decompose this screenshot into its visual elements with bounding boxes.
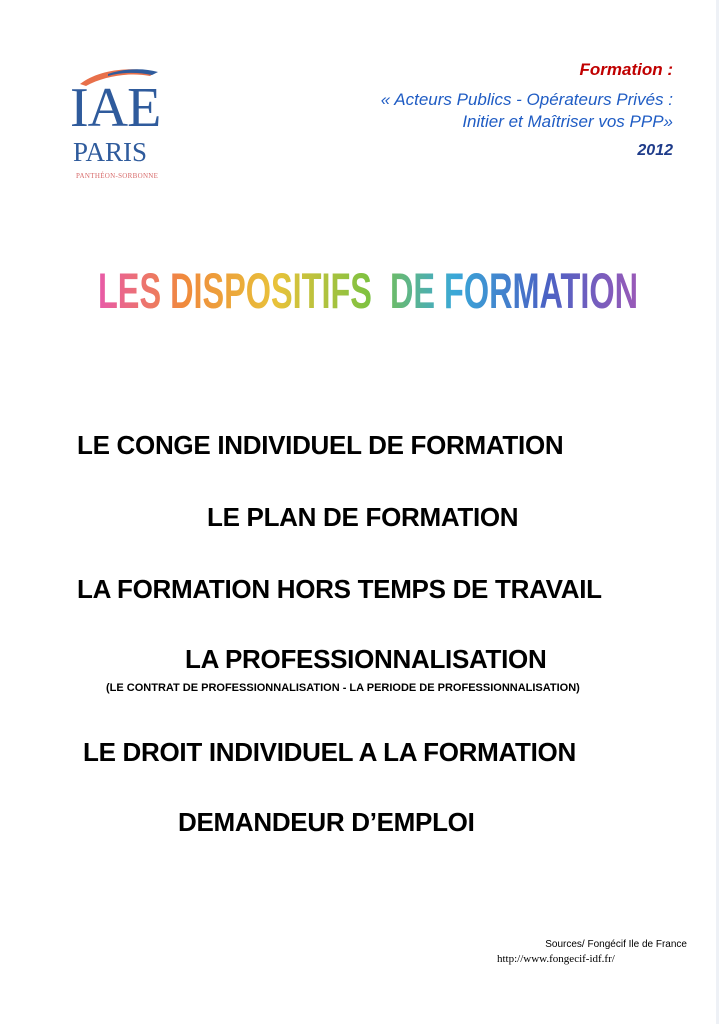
main-title-text: LES DISPOSITIFS DE FORMATION <box>98 263 638 318</box>
item-conge-individuel: LE CONGE INDIVIDUEL DE FORMATION <box>77 430 564 460</box>
item-droit-individuel: LE DROIT INDIVIDUEL A LA FORMATION <box>83 737 576 767</box>
page-edge <box>716 0 719 1024</box>
header-year: 2012 <box>637 142 673 159</box>
source-url: http://www.fongecif-idf.fr/ <box>497 953 615 965</box>
logo-iae-text: IAE <box>70 77 161 139</box>
professionnalisation-subtitle: (LE CONTRAT DE PROFESSIONNALISATION - LA PERIODE DE PROFESSIONNALISATION) <box>106 682 580 694</box>
item-professionnalisation: LA PROFESSIONNALISATION <box>185 644 547 674</box>
sources-text: Sources/ Fongécif Ile de France <box>545 939 687 950</box>
header-title: Formation : <box>579 60 673 79</box>
item-plan-formation: LE PLAN DE FORMATION <box>207 502 519 532</box>
header-line-2: Initier et Maîtriser vos PPP» <box>462 112 673 131</box>
item-demandeur-emploi: DEMANDEUR D’EMPLOI <box>178 807 475 837</box>
item-hors-temps: LA FORMATION HORS TEMPS DE TRAVAIL <box>77 574 602 604</box>
header-line-1: « Acteurs Publics - Opérateurs Privés : <box>380 90 673 109</box>
logo-paris-text: PARIS <box>73 137 148 167</box>
iae-paris-logo <box>70 62 180 187</box>
logo-subtitle: PANTHÉON-SORBONNE <box>76 172 159 180</box>
main-title <box>96 262 640 318</box>
